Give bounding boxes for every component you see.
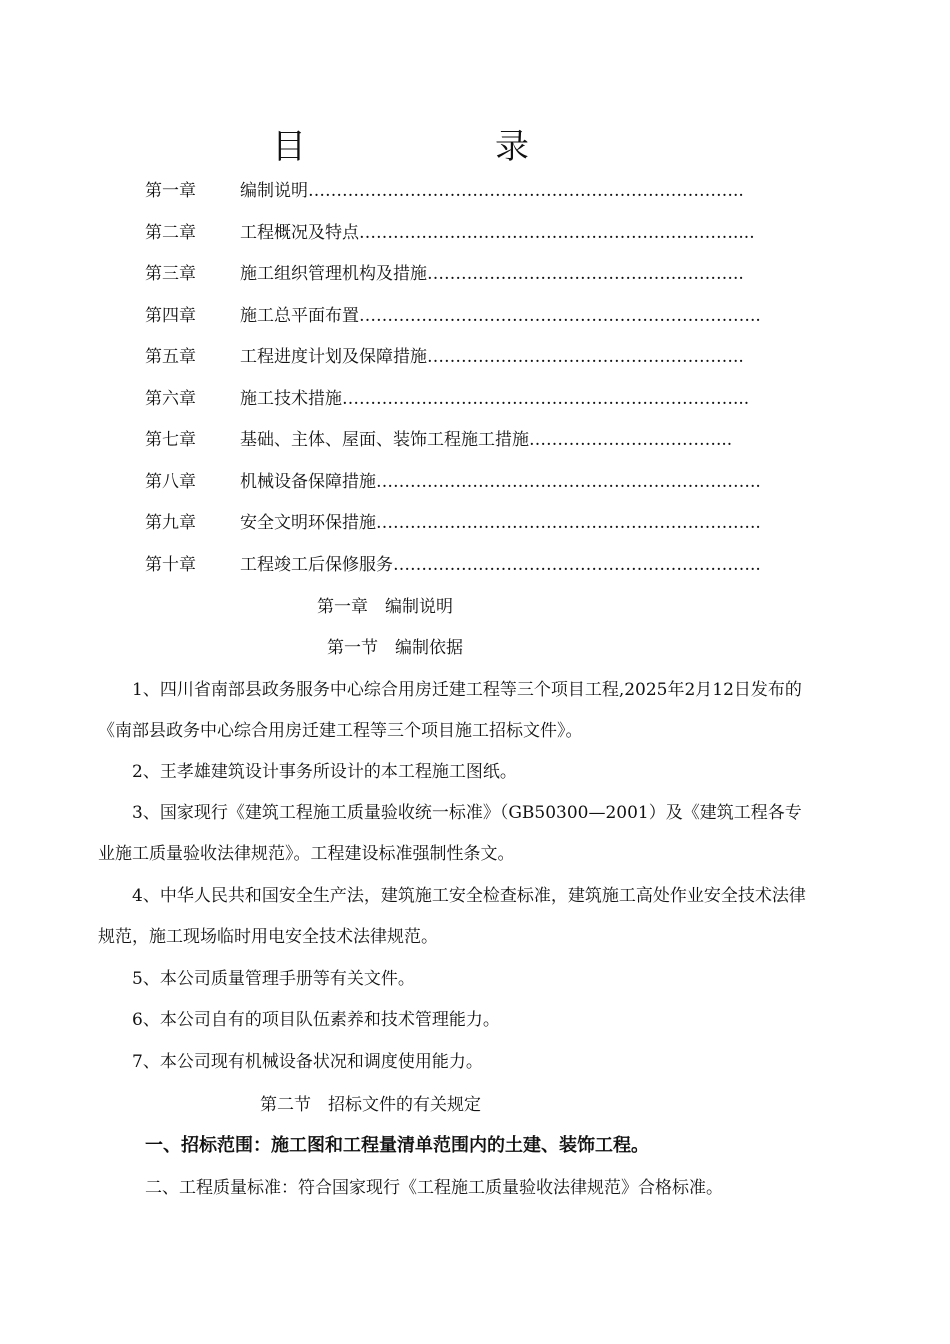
- toc-entry-text: 编制说明…………………………………………………………………..: [240, 181, 744, 201]
- toc-entry-text: 基础、主体、屋面、装饰工程施工措施……………………………...: [240, 430, 733, 450]
- bidding-scope: 一、招标范围：施工图和工程量清单范围内的土建、装饰工程。: [145, 1135, 649, 1156]
- paragraph: 3、国家现行《建筑工程施工质量验收统一标准》（GB50300—2001）及《建筑工程各专业施工质量验收法律规范》。工程建设标准强制性条文。: [98, 803, 802, 864]
- toc-entry-text: 工程进度计划及保障措施………………………………………………..: [240, 347, 744, 367]
- toc-chapter-label: 第八章: [145, 472, 196, 492]
- section-heading: 第二节 招标文件的有关规定: [260, 1095, 481, 1115]
- toc-entry-text: 施工技术措施……………………………………………………………...: [240, 389, 750, 409]
- toc-chapter-label: 第四章: [145, 306, 196, 326]
- toc-entry-text: 机械设备保障措施…………………………………………………………..: [240, 472, 761, 492]
- toc-chapter-label: 第六章: [145, 389, 196, 409]
- toc-chapter-label: 第九章: [145, 513, 196, 533]
- chapter-heading: 第一章 编制说明: [317, 597, 453, 617]
- toc-entry-text: 施工组织管理机构及措施………………………………………………..: [240, 264, 744, 284]
- paragraph: 2、王孝雄建筑设计事务所设计的本工程施工图纸。: [98, 762, 517, 782]
- toc-chapter-label: 第五章: [145, 347, 196, 367]
- quality-standard: 二、工程质量标准：符合国家现行《工程施工质量验收法律规范》合格标准。: [145, 1178, 723, 1198]
- paragraph: 5、本公司质量管理手册等有关文件。: [98, 969, 415, 989]
- toc-chapter-label: 第二章: [145, 223, 196, 243]
- paragraph: 4、中华人民共和国安全生产法，建筑施工安全检查标准，建筑施工高处作业安全技术法律规范，施工现场临时用电安全技术法律规范。: [98, 886, 806, 947]
- title-char-left: 目: [272, 127, 306, 167]
- toc-entry-text: 施工总平面布置……………………………………………………………..: [240, 306, 761, 326]
- section-heading: 第一节 编制依据: [327, 638, 463, 658]
- page-title: [0, 124, 950, 170]
- toc-entry-text: 工程概况及特点…………………………………………………………....: [240, 223, 755, 243]
- toc-chapter-label: 第十章: [145, 555, 196, 575]
- title-char-right: 录: [495, 127, 529, 167]
- paragraph: 1、四川省南部县政务服务中心综合用房迁建工程等三个项目工程,2025年2月12日发布的《南部县政务中心综合用房迁建工程等三个项目施工招标文件》。: [98, 680, 802, 741]
- toc-chapter-label: 第三章: [145, 264, 196, 284]
- paragraph: 6、本公司自有的项目队伍素养和技术管理能力。: [98, 1010, 500, 1030]
- paragraph: 7、本公司现有机械设备状况和调度使用能力。: [98, 1052, 483, 1072]
- toc-entry-text: 安全文明环保措施…………………………………………………………..: [240, 513, 761, 533]
- toc-entry-text: 工程竣工后保修服务………………………………………………………..: [240, 555, 761, 575]
- toc-chapter-label: 第七章: [145, 430, 196, 450]
- toc-chapter-label: 第一章: [145, 181, 196, 201]
